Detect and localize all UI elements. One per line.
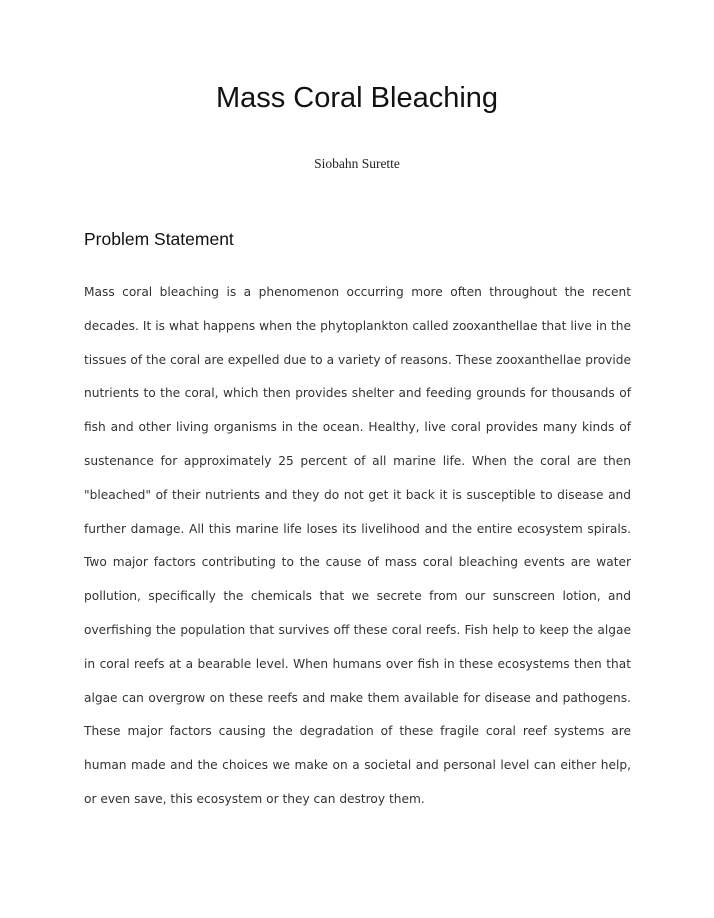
section-heading: Problem Statement	[84, 229, 234, 249]
document-title: Mass Coral Bleaching	[215, 82, 499, 114]
author-name: Siobahn Surette	[314, 156, 400, 171]
body-paragraph: Mass coral bleaching is a phenomenon occurring more often throughout the recent decades. It is what happens when the phytoplankton called zooxanthellae that live in the tissues of the coral are expelled due to a variety of reasons. These zooxanthellae provide nutrients to the coral, which then provides shelter and feeding grounds for thousands of fish and other living organisms in the ocean. Healthy, live coral provides many kinds of sustenance for approximately 25 percent of all marine life. When the coral are then "bleached" of their nutrients and they do not get it back it is susceptible to disease and further damage. All this marine life loses its livelihood and the entire ecosystem spirals. Two major factors contributing to the cause of mass coral bleaching events are water pollution, specifically the chemicals that we secrete from our sunscreen lotion, and overfishing the population that survives off these coral reefs. Fish help to keep the algae in coral reefs at a bearable level. When humans over fish in these ecosystems then that algae can overgrow on these reefs and make them available for disease and pathogens. These major factors causing the degradation of these fragile coral reef systems are human made and the choices we make on a societal and personal level can either help, or even save, this ecosystem or they can destroy them.	[84, 285, 631, 806]
